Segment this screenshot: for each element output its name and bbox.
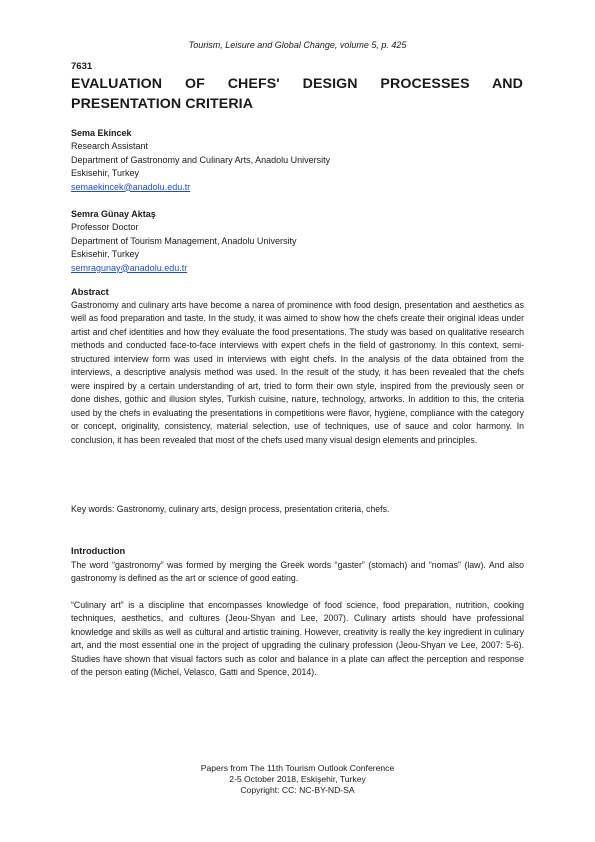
intro-paragraph: The word “gastronomy” was formed by merging the Greek words “gaster” (stomach) and “nomas” (law). And also gastronomy is defined as the art or science of good eating.	[71, 560, 524, 584]
volume-pages: , volume 5, p. 425	[334, 40, 407, 50]
author-block-1	[71, 127, 531, 194]
author-name: Semra Günay Aktaş	[71, 209, 156, 219]
author-name: Sema Ekincek	[71, 128, 132, 138]
page-footer	[0, 763, 595, 796]
running-header	[0, 40, 595, 50]
author-position: Research Assistant	[71, 141, 149, 152]
footer-copyright: Copyright: CC: NC-BY-ND-SA	[240, 785, 355, 795]
paper-id: 7631	[71, 61, 93, 72]
intro-paragraph: “Culinary art” is a discipline that encompasses knowledge of food science, food preparation, nutrition, cooking techniques, aesthetics, and cultures (Jeou-Shyan and Lee, 2007). Culinary artists should have professional knowledge and skills as well as cultural and artistic training. However, creativity is really the key ingredient in culinary art, and the most essential one in the project of upgrading the culinary profession (Jeou-Shyan ve Lee, 2007: 5-6). Studies have shown that visual factors such as color and balance in a plate can affect the perception and response of the person eating (Michel, Velasco, Gatti and Spence, 2014).	[71, 600, 524, 678]
footer-dates: 2-5 October 2018, Eskişehir, Turkey	[229, 774, 366, 784]
author-location: Eskisehir, Turkey	[71, 168, 140, 179]
author-email-link[interactable]: semaekincek@anadolu.edu.tr	[71, 181, 191, 192]
footer-conference: Papers from The 11th Tourism Outlook Conference	[200, 763, 395, 773]
author-department: Department of Tourism Management, Anadolu University	[71, 235, 297, 246]
journal-name: Tourism, Leisure and Global Change	[188, 40, 335, 50]
abstract-heading: Abstract	[71, 287, 109, 297]
author-department: Department of Gastronomy and Culinary Arts, Anadolu University	[71, 154, 331, 165]
author-position: Professor Doctor	[71, 222, 139, 233]
author-location: Eskisehir, Turkey	[71, 249, 140, 260]
paper-title: EVALUATION OF CHEFS' DESIGN PROCESSES AND PRESENTATION CRITERIA	[71, 76, 523, 112]
author-email-link[interactable]: semragunay@anadolu.edu.tr	[71, 262, 188, 273]
keywords-line: Key words: Gastronomy, culinary arts, design process, presentation criteria, chefs.	[71, 504, 390, 514]
introduction-heading: Introduction	[71, 546, 126, 556]
abstract-text: Gastronomy and culinary arts have become a narea of prominence with food design, presentation and aesthetics as well as food preparation and taste. In the study, it was aimed to show how the chefs create their original ideas under artist and chef identities and how they evaluate the food presentations. The study was based on qualitative research methods and conducted face-to-face interviews with expert chefs in the field of gastronomy. In this context, semi-structured interview form was used in interviews with eight chefs. In the analysis of the data obtained from the interviews, a descriptive analysis method was used. In the result of the study, it has been revealed that the chefs were inspired by a certain understanding of art, tried to form their own style, inspired from the previously seen or done dishes, gothic and illusion styles, Turkish cuisine, nature, technology, artworks. In addition to this, the criteria used by the chefs in evaluating the presentations in competitions were flavor, hygiene, compliance with the category or concept, originality, consistency, material selection, use of techniques, use of sauce and color harmony. In conclusion, it has been revealed that most of the chefs used many visual design elements and principles.	[71, 300, 524, 445]
author-block-2	[71, 208, 531, 275]
